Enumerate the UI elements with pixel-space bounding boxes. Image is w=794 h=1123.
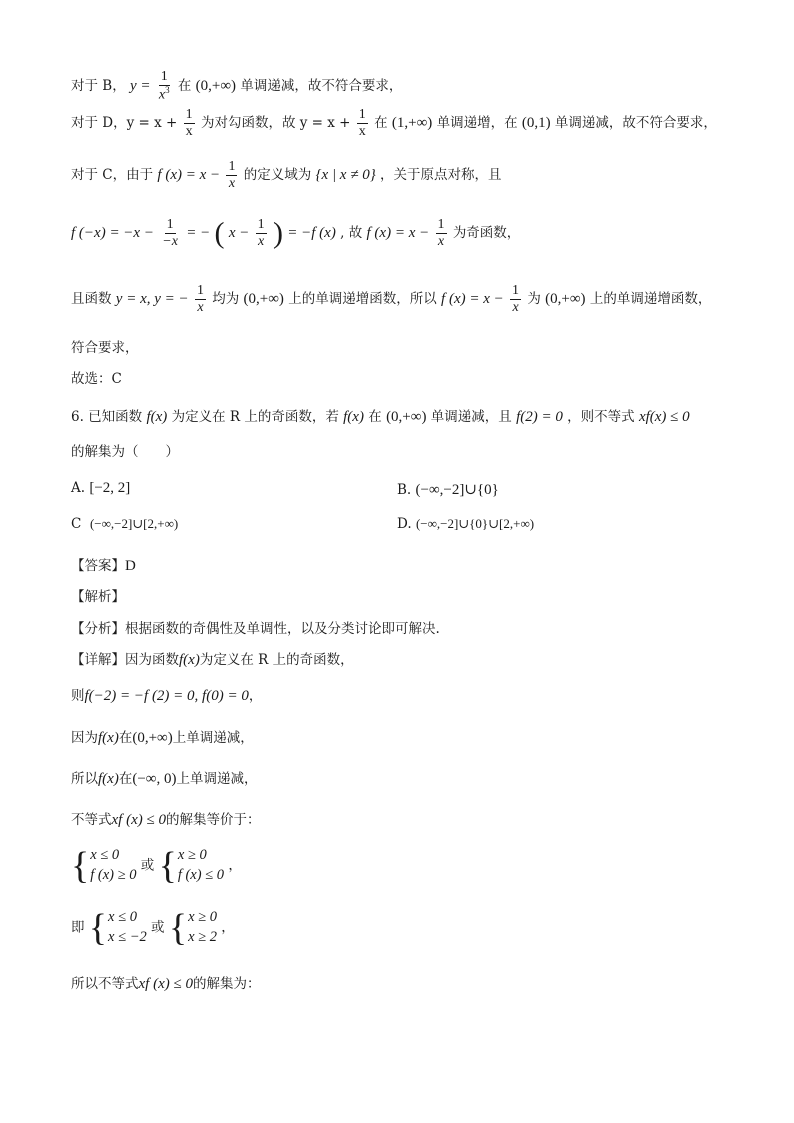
line-meets-requirement: 符合要求， — [71, 340, 139, 356]
numerator: 1 — [160, 69, 168, 84]
math: f (x) = x − — [157, 167, 221, 184]
line-monotonic — [71, 284, 711, 315]
fenxi-line: 【分析】根据函数的奇偶性及单调性，以及分类讨论即可解决. — [71, 621, 440, 637]
system-right: { x ≥ 0 f (x) ≤ 0 — [158, 844, 225, 887]
system-left: { x ≤ 0 x ≤ −2 — [88, 906, 147, 949]
math: y = — [130, 77, 151, 94]
text: 单调递减，且 — [430, 409, 512, 425]
option-c[interactable]: C (−∞,−2]∪[2,+∞) — [71, 516, 179, 532]
interval: (0,1) — [521, 115, 551, 132]
set: {x | x ≠ 0} — [315, 167, 376, 184]
text: 单调递增，在 — [436, 115, 518, 132]
paren: ( — [214, 216, 225, 250]
text: 为奇函数， — [452, 225, 521, 242]
text: 在 — [177, 77, 192, 94]
step-1: 则f(−2) = −f (2) = 0, f(0) = 0， — [71, 688, 263, 704]
xiangjie-line: 【详解】因为函数f(x)为定义在 R 上的奇函数， — [71, 652, 354, 668]
text: ，则不等式 — [567, 409, 635, 425]
interval: (1,+∞) — [391, 115, 433, 132]
paren: ) — [272, 216, 283, 250]
text: , 故 — [340, 225, 363, 242]
line-odd-proof — [71, 218, 520, 249]
fraction: $\frac{1}{x}$ — [185, 107, 193, 139]
text: ，关于原点对称，且 — [380, 167, 502, 184]
text: 单调递减，故不符合要求， — [554, 115, 717, 132]
interval: (0,+∞) — [545, 291, 586, 308]
fraction: $\frac{1}{x}$ — [196, 283, 204, 315]
line-case-d — [71, 108, 717, 139]
text: 对于 B， — [71, 77, 126, 94]
math: f (x) = x − — [366, 225, 430, 242]
step-3: 所以f(x)在(−∞, 0)上单调递减， — [71, 771, 258, 787]
text: 上的单调递增函数， — [589, 291, 712, 308]
fraction: $\frac{1}{x}$ — [228, 159, 236, 191]
answer-line — [71, 557, 136, 575]
step-2: 因为f(x)在(0,+∞)上单调递减， — [71, 730, 254, 746]
text: 对于 C，由于 — [71, 167, 154, 184]
math: x − — [228, 225, 250, 242]
math: xf(x) ≤ 0 — [638, 409, 690, 425]
interval: (0,+∞) — [243, 291, 284, 308]
text: 为对勾函数，故 y = x + — [200, 115, 351, 132]
interval: (0,+∞) — [195, 77, 237, 94]
text: 6. 已知函数 — [71, 409, 143, 425]
option-d[interactable]: D. (−∞,−2]∪{0}∪[2,+∞) — [397, 516, 535, 532]
text: 在 — [368, 409, 382, 425]
math: y = x, y = − — [115, 291, 189, 308]
line-case-b — [71, 70, 402, 103]
answer-value: D — [125, 558, 136, 574]
question-6-line2: 的解集为（ ） — [71, 444, 179, 460]
interval: (0,+∞) — [386, 409, 427, 425]
text: 均为 — [212, 291, 240, 308]
text: 为 — [527, 291, 541, 308]
text: 上的单调递增函数，所以 — [288, 291, 437, 308]
step-7: 所以不等式xf (x) ≤ 0的解集为： — [71, 976, 261, 992]
line-case-c — [71, 160, 502, 191]
fraction: $\frac{1}{x}$ — [257, 217, 265, 249]
math: f (−x) = −x − — [71, 225, 154, 242]
fraction: $\frac{1}{-x}$ — [162, 217, 178, 249]
answer-tag: 【答案】 — [71, 558, 125, 574]
system-right: { x ≥ 0 x ≥ 2 — [168, 906, 217, 949]
text: 且函数 — [71, 291, 112, 308]
text: 在 — [374, 115, 388, 132]
math: = −f (x) — [287, 225, 336, 242]
math: f(x) — [343, 409, 364, 425]
text: 为定义在 R 上的奇函数，若 — [171, 409, 339, 425]
math: f(2) = 0 — [516, 409, 563, 425]
analysis-tag: 【解析】 — [71, 589, 125, 605]
question-6 — [71, 408, 690, 426]
math: = − — [186, 225, 211, 242]
fraction: $\frac{1}{x}$ — [358, 107, 366, 139]
step-4: 不等式xf (x) ≤ 0的解集等价于： — [71, 812, 261, 828]
line-choose-c: 故选：C — [71, 371, 122, 387]
step-5-system: { x ≤ 0 f (x) ≥ 0 或 { x ≥ 0 f (x) ≤ 0 ， — [71, 844, 242, 887]
fraction: $\frac{1}{x}$ — [512, 283, 520, 315]
text: 单调递减，故不符合要求， — [240, 77, 403, 94]
option-b[interactable]: B. (−∞,−2]∪{0} — [397, 482, 499, 498]
option-a[interactable]: A. [−2, 2] — [71, 480, 131, 496]
denominator: $x^3$ — [158, 84, 170, 103]
text: 的定义域为 — [243, 167, 312, 184]
system-left: { x ≤ 0 f (x) ≥ 0 — [71, 844, 137, 887]
fraction — [157, 70, 172, 103]
math: f(x) — [146, 409, 168, 425]
math: f (x) = x − — [441, 291, 504, 308]
step-6-system: 即 { x ≤ 0 x ≤ −2 或 { x ≥ 0 x ≥ 2 ， — [71, 906, 235, 949]
fraction: $\frac{1}{x}$ — [437, 217, 445, 249]
text: 对于 D，y = x + — [71, 115, 178, 132]
